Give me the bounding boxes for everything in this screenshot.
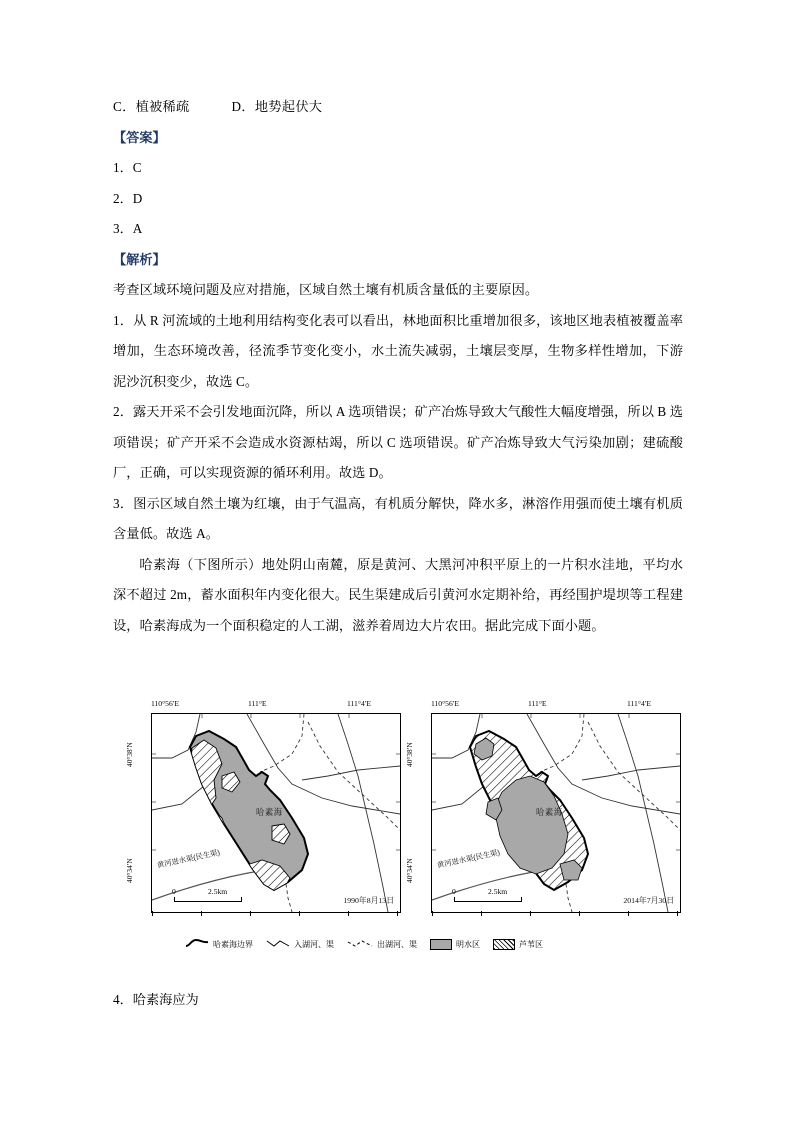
answer-tag: 【答案】 [113, 129, 166, 145]
scale-bar-1990 [174, 884, 242, 902]
legend-label: 哈素海边界 [213, 939, 253, 949]
analysis-item-1: 1．从 R 河流域的土地利用结构变化表可以看出，林地面积比重增加很多，该地区地表植被覆盖率增加，生态环境改善，径流季节变化变小，水土流失减弱，土壤层变厚，生物多样性增加，下游泥沙沉积变少，故选 C。 [113, 312, 683, 389]
lon-label: 111°4′E [627, 699, 651, 708]
open-water-swatch-icon [430, 939, 452, 950]
scale-bar-graphic [454, 897, 522, 902]
bottom-ticks-2014 [431, 911, 681, 918]
legend-item-outflow [347, 938, 417, 950]
longitude-axis-1990 [151, 697, 401, 713]
lake-name-label-2014: 哈素海 [536, 807, 563, 817]
lon-label: 110°56′E [151, 699, 180, 708]
date-label-1990: 1990年8月13日 [343, 896, 394, 905]
scale-end: 2.5km [488, 887, 508, 896]
scale-start: 0 [172, 887, 176, 896]
scale-start: 0 [452, 887, 456, 896]
canal-label-2014: 黄河进水渠(民生渠) [436, 847, 501, 870]
map-pair [113, 697, 683, 929]
scale-end: 2.5km [208, 887, 228, 896]
analysis-item-3: 3．图示区域自然土壤为红壤，由于气温高，有机质分解快，降水多，淋溶作用强而使土壤有机质含量低。故选 A。 [113, 495, 683, 541]
lake-name-label-1990: 哈素海 [256, 807, 283, 817]
map-2014 [405, 697, 681, 929]
outflow-river-icon [347, 938, 373, 950]
legend-label: 芦苇区 [519, 939, 543, 949]
map-frame-1990 [151, 713, 401, 913]
legend-item-lake-boundary [185, 938, 253, 950]
option-c: C．植被稀疏 [113, 99, 190, 114]
legend-item-reed [493, 939, 543, 950]
canal-label-1990: 黄河进水渠(民生渠) [156, 847, 221, 870]
lat-label-south: 40°34′N [405, 858, 414, 884]
options-line [113, 92, 683, 123]
question-4: 4．哈素海应为 [113, 992, 199, 1007]
figure-legend [185, 933, 655, 955]
option-d: D．地势起伏大 [231, 99, 323, 114]
inflow-river-icon [266, 938, 290, 950]
lon-label: 110°56′E [431, 699, 460, 708]
lon-label: 111°E [528, 699, 547, 708]
stem-paragraph: 哈素海（下图所示）地处阴山南麓，原是黄河、大黑河冲积平原上的一片积水洼地，平均水深不超过 2m，蓄水面积年内变化很大。民生渠建成后引黄河水定期补给，再经围护堤坝等工程建设，哈素海成为一个面积稳定的人工湖，滋养着周边大片农田。据此完成下面小题。 [113, 556, 683, 633]
scale-bar-2014 [454, 884, 522, 902]
answer-item-2: 2．D [113, 190, 143, 206]
lake-boundary-icon [185, 938, 209, 950]
analysis-item-2: 2．露天开采不会引发地面沉降，所以 A 选项错误；矿产冶炼导致大气酸性大幅度增强，所以 B 选项错误；矿产开采不会造成水资源枯竭，所以 C 选项错误。矿产冶炼导致大气污染加剧；建硫酸厂，正确，可以实现资源的循环利用。故选 D。 [113, 404, 683, 480]
lon-label: 111°E [248, 699, 267, 708]
analysis-tag: 【解析】 [113, 251, 166, 267]
answer-item-1: 1．C [113, 160, 142, 175]
bottom-ticks-1990 [151, 911, 401, 918]
map-1990 [125, 697, 401, 929]
legend-label: 出湖河、渠 [377, 939, 417, 949]
answer-item-3: 3．A [113, 221, 143, 236]
lat-label-north: 40°38′N [405, 742, 414, 768]
lat-label-south: 40°34′N [125, 858, 134, 884]
hasuhai-figure [113, 697, 683, 965]
legend-item-inflow [266, 938, 334, 950]
map-frame-2014 [431, 713, 681, 913]
legend-item-open-water [430, 939, 480, 950]
legend-label: 入湖河、渠 [294, 939, 334, 949]
legend-label: 明水区 [456, 939, 480, 949]
scale-bar-graphic [174, 897, 242, 902]
date-label-2014: 2014年7月30日 [623, 896, 674, 905]
analysis-intro: 考查区域环境问题及应对措施，区域自然土壤有机质含量低的主要原因。 [113, 282, 539, 297]
lat-label-north: 40°38′N [125, 742, 134, 768]
reed-area-swatch-icon [493, 939, 515, 950]
lon-label: 111°4′E [347, 699, 371, 708]
document-body [113, 92, 683, 641]
longitude-axis-2014 [431, 697, 681, 713]
